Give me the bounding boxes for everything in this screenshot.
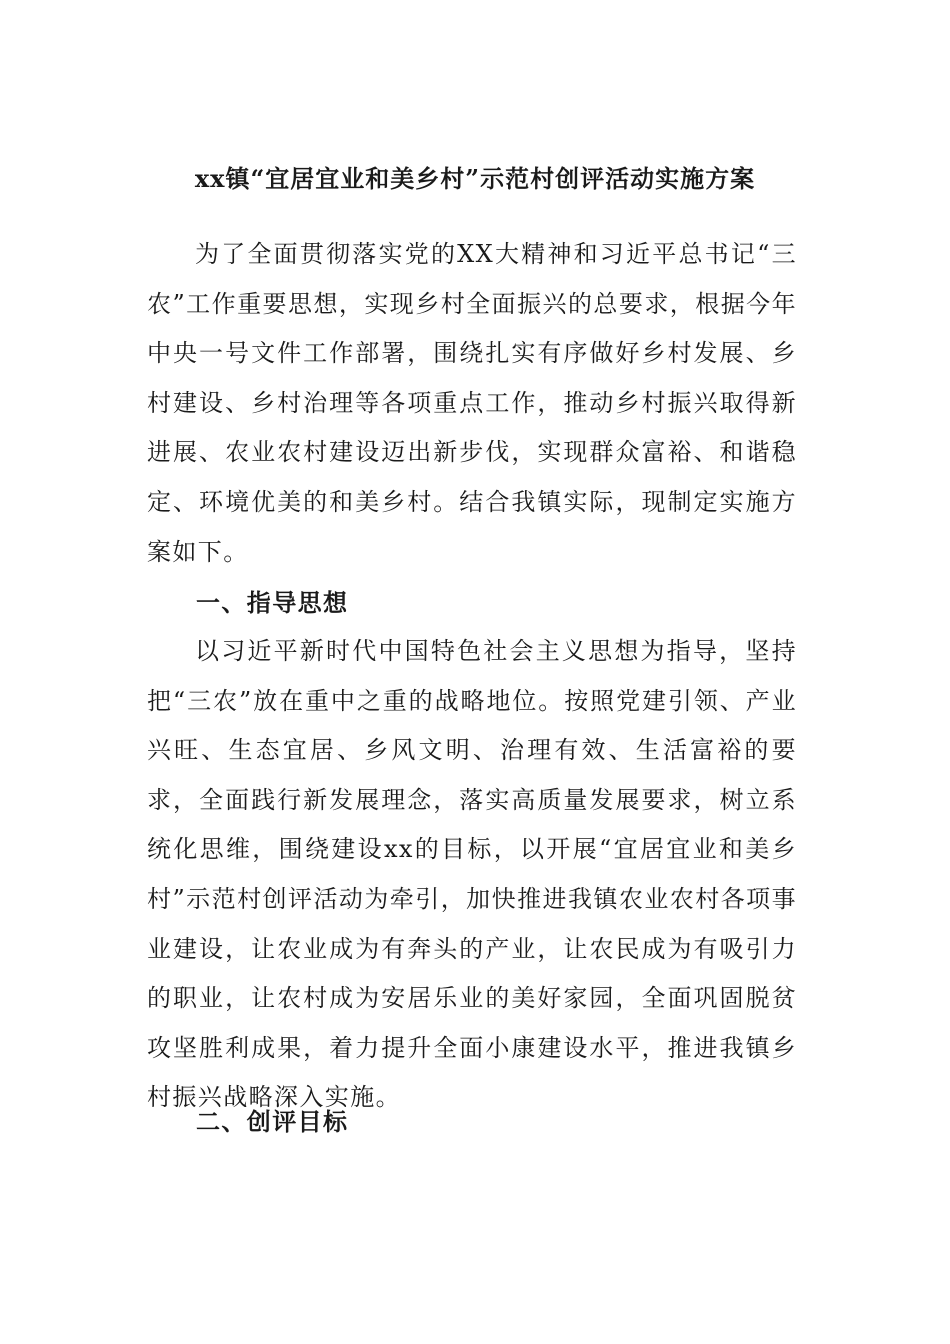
intro-paragraph: 为了全面贯彻落实党的XX大精神和习近平总书记“三农”工作重要思想，实现乡村全面振兴的总要求，根据今年中央一号文件工作部署，围绕扎实有序做好乡村发展、乡村建设、乡村治理等各项重点工作，推动乡村振兴取得新进展、农业农村建设迈出新步伐，实现群众富裕、和谐稳定、环境优美的和美乡村。结合我镇实际，现制定实施方案如下。 [147,240,797,566]
guiding-ideology-paragraph: 以习近平新时代中国特色社会主义思想为指导，坚持把“三农”放在重中之重的战略地位。按照党建引领、产业兴旺、生态宜居、乡风文明、治理有效、生活富裕的要求，全面践行新发展理念，落实高质量发展要求，树立系统化思维，围绕建设xx的目标，以开展“宜居宜业和美乡村”示范村创评活动为牵引，加快推进我镇农业农村各项事业建设，让农业成为有奔头的产业，让农民成为有吸引力的职业，让农村成为安居乐业的美好家园，全面巩固脱贫攻坚胜利成果，着力提升全面小康建设水平，推进我镇乡村振兴战略深入实施。 [147,637,797,1112]
document-title: xx镇“宜居宜业和美乡村”示范村创评活动实施方案 [194,164,756,193]
section-heading-guiding-ideology: 一、指导思想 [196,588,349,617]
section-heading-evaluation-goals: 二、创评目标 [196,1107,349,1136]
